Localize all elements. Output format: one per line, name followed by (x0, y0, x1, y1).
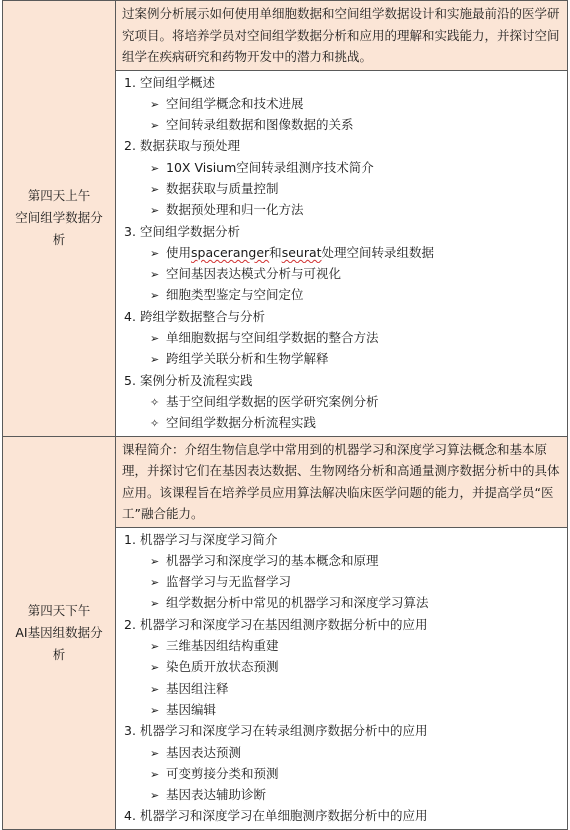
block1-intro: 过案例分析展示如何使用单细胞数据和空间组学数据设计和实施最前沿的医学研究项目。将培养学员对空间组学数据分析和应用的理解和实践能力，并探讨空间组学在疾病研究和药物开发中的潜力和挑战。 (116, 1, 568, 71)
list-item: ➢ 使用spaceranger和seurat处理空间转录组数据 (120, 242, 563, 263)
arrow-bullet-icon: ➢ (150, 682, 160, 696)
list-item: ➢ 监督学习与无监督学习 (120, 571, 563, 592)
block1-outline (116, 70, 568, 436)
block2-session-title-line2: 析 (52, 646, 66, 662)
list-item: ➢ 细胞类型鉴定与空间定位 (120, 284, 563, 305)
list-item: ✧ 基于空间组学数据的医学研究案例分析 (120, 391, 563, 412)
section-heading: 1. 空间组学概述 (124, 74, 216, 90)
list-item: ➢ 三维基因组结构重建 (120, 635, 563, 656)
arrow-bullet-icon: ➢ (150, 161, 160, 175)
section-heading: 2. 数据获取与预处理 (124, 138, 241, 154)
arrow-bullet-icon: ➢ (150, 789, 160, 803)
arrow-bullet-icon: ➢ (150, 746, 160, 760)
list-item: ➢ 单细胞数据与空间组学数据的整合方法 (120, 327, 563, 348)
list-item: ➢ 基因表达辅助诊断 (120, 784, 563, 805)
block1-intro-row (3, 1, 568, 71)
block2-session-time: 第四天下午 (27, 602, 91, 618)
list-item: ➢ 基因编辑 (120, 699, 563, 720)
arrow-bullet-icon: ➢ (150, 597, 160, 611)
diamond-bullet-icon: ✧ (150, 395, 160, 409)
arrow-bullet-icon: ➢ (150, 204, 160, 218)
list-item: ➢ 10X Visium空间转录组测序技术简介 (120, 157, 563, 178)
arrow-bullet-icon: ➢ (150, 576, 160, 590)
section-heading: 3. 空间组学数据分析 (124, 223, 241, 239)
block1-session-title-line1: 空间组学数据分 (15, 210, 103, 226)
block2-intro: 课程简介：介绍生物信息学中常用到的机器学习和深度学习算法概念和基本原理，并探讨它们在基因表达数据、生物网络分析和高通量测序数据分析中的具体应用。该课程旨在培养学员应用算法解决临床医学问题的能力，并提高学员“医工”融合能力。 (116, 436, 568, 527)
list-item: ➢ 空间基因表达模式分析与可视化 (120, 263, 563, 284)
list-item: ➢ 数据预处理和归一化方法 (120, 199, 563, 220)
arrow-bullet-icon: ➢ (150, 640, 160, 654)
list-item: ➢ 空间转录组数据和图像数据的关系 (120, 114, 563, 135)
block2-outline (116, 527, 568, 829)
list-item: ➢ 染色质开放状态预测 (120, 656, 563, 677)
list-item: ➢ 基因组注释 (120, 678, 563, 699)
section-heading: 1. 机器学习与深度学习简介 (124, 531, 278, 547)
block2-session-title-line1: AI基因组数据分 (15, 624, 103, 640)
arrow-bullet-icon: ➢ (150, 182, 160, 196)
arrow-bullet-icon: ➢ (150, 246, 160, 260)
section-heading: 5. 案例分析及流程实践 (124, 372, 253, 388)
arrow-bullet-icon: ➢ (150, 353, 160, 367)
block2-session-label (3, 436, 116, 829)
block2-intro-row (3, 436, 568, 527)
block1-session-time: 第四天上午 (27, 188, 91, 204)
list-item: ➢ 基因表达预测 (120, 742, 563, 763)
diamond-bullet-icon: ✧ (150, 417, 160, 431)
list-item: ➢ 可变剪接分类和预测 (120, 763, 563, 784)
arrow-bullet-icon: ➢ (150, 661, 160, 675)
arrow-bullet-icon: ➢ (150, 703, 160, 717)
arrow-bullet-icon: ➢ (150, 119, 160, 133)
section-heading: 4. 机器学习和深度学习在单细胞测序数据分析中的应用 (124, 808, 428, 824)
arrow-bullet-icon: ➢ (150, 767, 160, 781)
arrow-bullet-icon: ➢ (150, 97, 160, 111)
list-item: ➢ 数据获取与质量控制 (120, 178, 563, 199)
section-heading: 2. 机器学习和深度学习在基因组测序数据分析中的应用 (124, 616, 428, 632)
list-item: ➢ 跨组学关联分析和生物学解释 (120, 348, 563, 369)
arrow-bullet-icon: ➢ (150, 332, 160, 346)
section-heading: 3. 机器学习和深度学习在转录组测序数据分析中的应用 (124, 723, 428, 739)
arrow-bullet-icon: ➢ (150, 289, 160, 303)
section-heading: 4. 跨组学数据整合与分析 (124, 308, 266, 324)
list-item: ✧ 空间组学数据分析流程实践 (120, 412, 563, 433)
arrow-bullet-icon: ➢ (150, 268, 160, 282)
list-item: ➢ 空间组学概念和技术进展 (120, 93, 563, 114)
block1-session-title-line2: 析 (52, 232, 66, 248)
course-schedule-table (2, 0, 568, 830)
list-item: ➢ 组学数据分析中常见的机器学习和深度学习算法 (120, 592, 563, 613)
block1-session-label (3, 1, 116, 437)
list-item: ➢ 机器学习和深度学习的基本概念和原理 (120, 550, 563, 571)
arrow-bullet-icon: ➢ (150, 554, 160, 568)
